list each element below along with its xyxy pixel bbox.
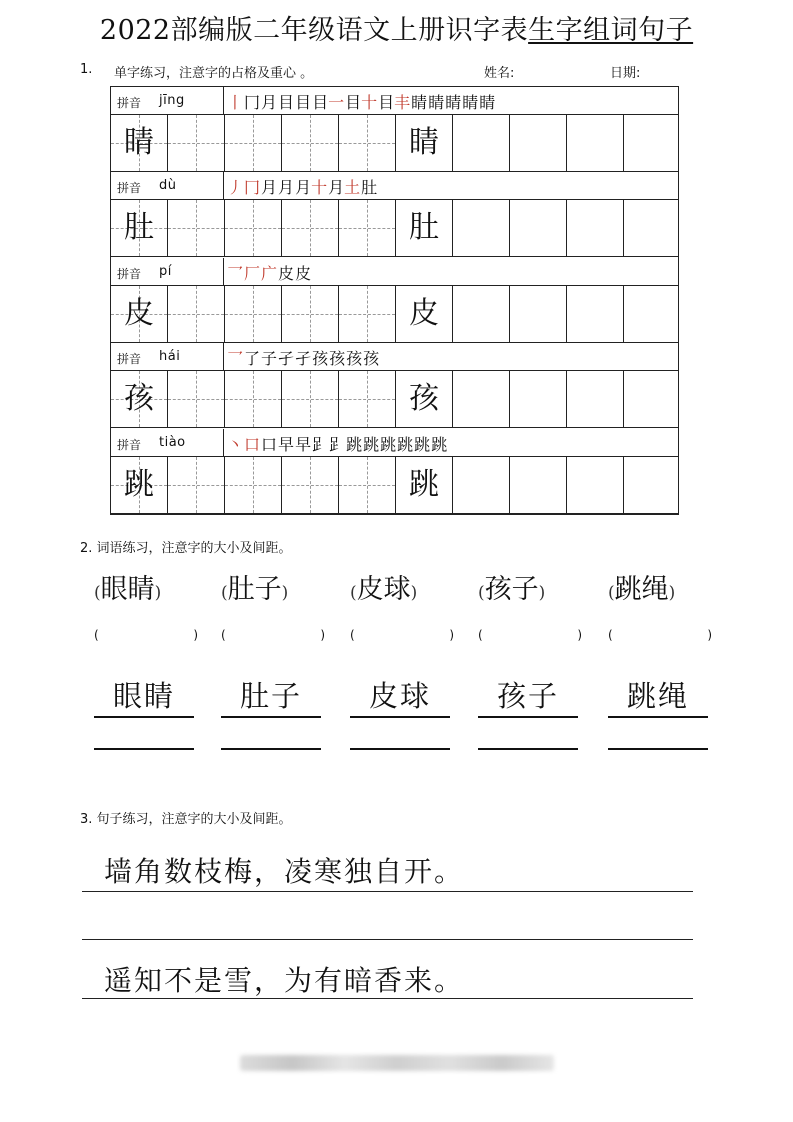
stroke-base: 皮 [295, 263, 312, 283]
stroke-step [261, 432, 277, 455]
title-main: 2022部编版二年级语文上册识字表 [99, 15, 529, 46]
word-model [350, 572, 460, 608]
char-block [111, 343, 678, 428]
stroke-step [244, 432, 260, 455]
guide-line [168, 399, 224, 400]
stroke-new: 一 [328, 93, 345, 112]
stroke-step [397, 432, 413, 455]
stroke-step [278, 346, 294, 369]
char-block [111, 429, 678, 514]
writing-row [111, 371, 678, 428]
writing-cell[interactable] [453, 457, 510, 513]
stroke-step [295, 90, 311, 113]
stroke-base: 口 [261, 434, 278, 454]
writing-cell[interactable] [282, 200, 339, 256]
pinyin-blank[interactable] [94, 628, 204, 646]
pinyin-label: 拼音 [117, 437, 142, 452]
word-write-line[interactable] [478, 748, 578, 750]
close-paren: ) [154, 583, 162, 603]
section3-instruction: 3. 句子练习，注意字的大小及间距。 [80, 812, 292, 827]
pinyin-row [111, 87, 678, 115]
writing-cell[interactable] [168, 115, 225, 171]
pinyin-divider [223, 172, 224, 200]
stroke-base: 子 [261, 349, 278, 369]
trace-character: 跳 [409, 466, 439, 502]
model-character: 肚 [124, 210, 154, 246]
writing-cell[interactable] [225, 286, 282, 342]
guide-line [168, 485, 224, 486]
writing-cell[interactable] [396, 286, 453, 342]
stroke-new: 乛 [227, 263, 244, 283]
stroke-order [227, 346, 380, 369]
trace-character: 睛 [409, 125, 439, 160]
open-paren: ( [94, 583, 101, 603]
writing-cell[interactable] [567, 286, 624, 342]
writing-cell[interactable] [111, 457, 168, 513]
writing-cell[interactable] [339, 457, 396, 513]
word-write-line[interactable] [350, 748, 450, 750]
word-trace: 皮球 [350, 678, 450, 718]
sentence-line [82, 998, 693, 999]
writing-row [111, 457, 678, 514]
writing-cell[interactable] [396, 371, 453, 427]
writing-cell[interactable] [168, 200, 225, 256]
close-paren: ) [449, 628, 454, 642]
pinyin-text: pí [159, 263, 172, 279]
model-character: 睛 [124, 125, 154, 160]
stroke-order [227, 90, 496, 113]
pinyin-row [111, 429, 678, 457]
writing-cell[interactable] [339, 371, 396, 427]
writing-cell[interactable] [567, 371, 624, 427]
writing-row [111, 286, 678, 343]
section2-instruction: 2. 词语练习，注意字的大小及间距。 [80, 541, 292, 556]
writing-cell[interactable] [453, 286, 510, 342]
guide-line [225, 314, 281, 315]
guide-line [339, 314, 395, 315]
word-trace: 肚子 [221, 678, 321, 718]
stroke-new: 口 [244, 434, 261, 454]
stroke-step [295, 432, 311, 455]
stroke-base: 睛 [479, 93, 496, 112]
word-trace: 眼睛 [94, 678, 194, 718]
stroke-step [346, 432, 362, 455]
stroke-base: 早 [295, 434, 312, 454]
guide-line [168, 314, 224, 315]
stroke-step [295, 346, 311, 369]
writing-cell[interactable] [225, 371, 282, 427]
writing-cell[interactable] [111, 115, 168, 171]
stroke-base: 月 [261, 93, 278, 112]
open-paren: ( [478, 628, 483, 642]
stroke-step [414, 432, 430, 455]
writing-row [111, 200, 678, 257]
close-paren: ) [538, 583, 546, 603]
stroke-base: 𧾷 [312, 434, 329, 454]
writing-cell[interactable] [339, 286, 396, 342]
stroke-new: 十 [311, 178, 328, 198]
stroke-base: 月 [278, 178, 295, 198]
stroke-base: 目 [378, 93, 395, 112]
pinyin-text: dù [159, 178, 177, 194]
pinyin-row [111, 343, 678, 371]
stroke-base: 跳 [380, 434, 397, 454]
word-model [221, 572, 331, 608]
stroke-step [278, 175, 294, 198]
guide-line [282, 228, 338, 229]
pinyin-label: 拼音 [117, 352, 142, 367]
section1-instruction: 单字练习，注意字的占格及重心 。 [114, 66, 314, 81]
stroke-new: 冂 [244, 178, 261, 198]
stroke-base: 跳 [431, 434, 448, 454]
stroke-base: 睛 [428, 93, 445, 112]
writing-cell[interactable] [624, 371, 678, 427]
word-text: 眼睛 [100, 574, 155, 605]
stroke-base: 了 [244, 349, 261, 369]
close-paren: ) [410, 583, 418, 603]
word-text: 孩子 [484, 574, 539, 605]
close-paren: ) [193, 628, 198, 642]
word-model [608, 572, 718, 608]
stroke-step [346, 346, 362, 369]
guide-line [225, 143, 281, 144]
guide-line [282, 485, 338, 486]
writing-cell[interactable] [168, 286, 225, 342]
pinyin-text: jīng [159, 93, 185, 108]
open-paren: ( [221, 628, 226, 642]
stroke-base: 皮 [278, 263, 295, 283]
writing-cell[interactable] [624, 115, 678, 171]
pinyin-divider [223, 87, 224, 115]
stroke-new: 土 [344, 178, 361, 198]
stroke-step [363, 432, 379, 455]
open-paren: ( [350, 628, 355, 642]
stroke-new: 丰 [394, 93, 411, 112]
stroke-step [227, 432, 243, 455]
close-paren: ) [707, 628, 712, 642]
word-text: 跳绳 [614, 574, 669, 605]
stroke-base: 目 [312, 93, 329, 112]
writing-cell[interactable] [510, 200, 567, 256]
stroke-base: 目 [278, 93, 295, 112]
writing-cell[interactable] [339, 115, 396, 171]
stroke-base: 孑 [295, 349, 312, 369]
writing-cell[interactable] [510, 115, 567, 171]
stroke-step [244, 261, 260, 284]
writing-cell[interactable] [282, 457, 339, 513]
stroke-step [361, 175, 377, 198]
writing-cell[interactable] [168, 457, 225, 513]
stroke-step [227, 261, 243, 284]
pinyin-row [111, 258, 678, 286]
stroke-step [312, 90, 344, 113]
stroke-base: 跳 [363, 434, 380, 454]
writing-cell[interactable] [624, 286, 678, 342]
stroke-new: 广 [261, 263, 278, 283]
stroke-base: 目 [295, 93, 312, 112]
stroke-step [431, 432, 447, 455]
char-block [111, 258, 678, 343]
guide-line [282, 399, 338, 400]
stroke-step [345, 90, 377, 113]
stroke-base: 目 [345, 93, 362, 112]
stroke-base: 睛 [445, 93, 462, 112]
sentence-2: 遥知不是雪，为有暗香来。 [104, 964, 465, 997]
stroke-order [227, 175, 378, 198]
stroke-base: 孩 [346, 349, 363, 369]
writing-cell[interactable] [396, 115, 453, 171]
stroke-step [295, 175, 327, 198]
guide-line [225, 228, 281, 229]
stroke-step [261, 90, 277, 113]
stroke-step [479, 90, 495, 113]
stroke-step [329, 432, 345, 455]
pinyin-divider [223, 429, 224, 457]
writing-cell[interactable] [453, 371, 510, 427]
writing-cell[interactable] [453, 115, 510, 171]
model-character: 孩 [124, 381, 154, 417]
pinyin-divider [223, 343, 224, 371]
stroke-new: 丿 [227, 178, 244, 198]
title-underlined: 生字组词句子 [528, 15, 694, 46]
stroke-step [278, 432, 294, 455]
writing-cell[interactable] [111, 371, 168, 427]
open-paren: ( [350, 583, 357, 603]
char-block [111, 172, 678, 257]
pinyin-divider [223, 258, 224, 286]
stroke-base: 孩 [312, 349, 329, 369]
close-paren: ) [668, 583, 676, 603]
guide-line [168, 143, 224, 144]
open-paren: ( [221, 583, 228, 603]
stroke-step [363, 346, 379, 369]
section1-number: 1. [80, 62, 93, 77]
writing-cell[interactable] [111, 286, 168, 342]
stroke-new: 乛 [227, 349, 244, 369]
stroke-step [278, 261, 294, 284]
pinyin-row [111, 172, 678, 200]
guide-line [339, 485, 395, 486]
stroke-step [312, 432, 328, 455]
stroke-step [261, 175, 277, 198]
stroke-base: 睛 [411, 93, 428, 112]
stroke-step [295, 261, 311, 284]
stroke-step [445, 90, 461, 113]
writing-cell[interactable] [282, 371, 339, 427]
stroke-base: 肚 [361, 178, 378, 198]
stroke-base: 跳 [414, 434, 431, 454]
word-model [94, 572, 204, 608]
pinyin-blank[interactable] [478, 628, 588, 646]
writing-cell[interactable] [225, 115, 282, 171]
stroke-base: 冂 [244, 93, 261, 112]
writing-cell[interactable] [396, 200, 453, 256]
stroke-base: 𧾷 [329, 434, 346, 454]
pinyin-text: hái [159, 349, 181, 365]
stroke-step [261, 261, 277, 284]
stroke-step [428, 90, 444, 113]
guide-line [339, 399, 395, 400]
stroke-base: 月 [328, 178, 345, 198]
page-title [0, 12, 793, 50]
name-label: 姓名: [484, 66, 515, 81]
stroke-step [278, 90, 294, 113]
guide-line [339, 228, 395, 229]
stroke-base: 月 [295, 178, 312, 198]
practice-grid [110, 86, 679, 515]
stroke-order [227, 432, 448, 455]
model-character: 皮 [124, 295, 154, 331]
close-paren: ) [577, 628, 582, 642]
pinyin-label: 拼音 [117, 181, 142, 196]
writing-cell[interactable] [282, 286, 339, 342]
sentence-1: 墙角数枝梅，凌寒独自开。 [104, 855, 465, 888]
char-block [111, 87, 678, 172]
blurred-watermark [240, 1055, 554, 1071]
writing-cell[interactable] [624, 457, 678, 513]
stroke-base: 孩 [363, 349, 380, 369]
writing-cell[interactable] [567, 457, 624, 513]
stroke-step [227, 346, 243, 369]
stroke-step [378, 90, 410, 113]
word-trace: 孩子 [478, 678, 578, 718]
writing-cell[interactable] [111, 200, 168, 256]
stroke-step [244, 90, 260, 113]
stroke-base: 孩 [329, 349, 346, 369]
trace-character: 孩 [409, 381, 439, 417]
word-write-line[interactable] [221, 748, 321, 750]
stroke-new: 十 [361, 93, 378, 112]
guide-line [168, 228, 224, 229]
pinyin-blank[interactable] [608, 628, 718, 646]
close-paren: ) [320, 628, 325, 642]
writing-cell[interactable] [168, 371, 225, 427]
writing-cell[interactable] [453, 200, 510, 256]
word-write-line[interactable] [608, 748, 708, 750]
guide-line [282, 143, 338, 144]
date-label: 日期: [610, 66, 641, 81]
stroke-step [312, 346, 328, 369]
word-text: 肚子 [227, 574, 282, 605]
guide-line [282, 314, 338, 315]
open-paren: ( [94, 628, 99, 642]
trace-character: 皮 [409, 295, 439, 331]
stroke-order [227, 261, 312, 284]
pinyin-blank[interactable] [350, 628, 460, 646]
pinyin-label: 拼音 [117, 266, 142, 281]
word-text: 皮球 [356, 574, 411, 605]
stroke-step [244, 175, 260, 198]
writing-cell[interactable] [225, 200, 282, 256]
stroke-base: 跳 [397, 434, 414, 454]
stroke-new: 厂 [244, 263, 261, 283]
writing-row [111, 115, 678, 172]
trace-character: 肚 [409, 210, 439, 246]
writing-cell[interactable] [339, 200, 396, 256]
open-paren: ( [478, 583, 485, 603]
writing-cell[interactable] [567, 115, 624, 171]
writing-cell[interactable] [510, 457, 567, 513]
writing-cell[interactable] [510, 371, 567, 427]
word-trace: 跳绳 [608, 678, 708, 718]
stroke-base: 早 [278, 434, 295, 454]
stroke-base: 孑 [278, 349, 295, 369]
stroke-step [244, 346, 260, 369]
guide-line [339, 143, 395, 144]
model-character: 跳 [124, 466, 154, 502]
writing-cell[interactable] [282, 115, 339, 171]
stroke-step [411, 90, 427, 113]
open-paren: ( [608, 583, 615, 603]
writing-cell[interactable] [567, 200, 624, 256]
guide-line [225, 485, 281, 486]
close-paren: ) [281, 583, 289, 603]
stroke-step [380, 432, 396, 455]
stroke-base: 跳 [346, 434, 363, 454]
stroke-step [329, 346, 345, 369]
pinyin-blank[interactable] [221, 628, 331, 646]
pinyin-text: tiào [159, 434, 186, 450]
sentence-line [82, 891, 693, 892]
writing-cell[interactable] [396, 457, 453, 513]
writing-cell[interactable] [225, 457, 282, 513]
sentence-line [82, 939, 693, 940]
word-model [478, 572, 588, 608]
stroke-step [227, 175, 243, 198]
open-paren: ( [608, 628, 613, 642]
writing-cell[interactable] [510, 286, 567, 342]
writing-cell[interactable] [624, 200, 678, 256]
stroke-step [462, 90, 478, 113]
stroke-base: 月 [261, 178, 278, 198]
stroke-step [261, 346, 277, 369]
stroke-new: 丶 [227, 434, 244, 454]
stroke-step [328, 175, 360, 198]
stroke-base: 睛 [462, 93, 479, 112]
word-write-line[interactable] [94, 748, 194, 750]
section1-header [80, 62, 680, 80]
pinyin-label: 拼音 [117, 96, 142, 110]
guide-line [225, 399, 281, 400]
stroke-new: 丨 [227, 93, 244, 112]
stroke-step [227, 90, 243, 113]
